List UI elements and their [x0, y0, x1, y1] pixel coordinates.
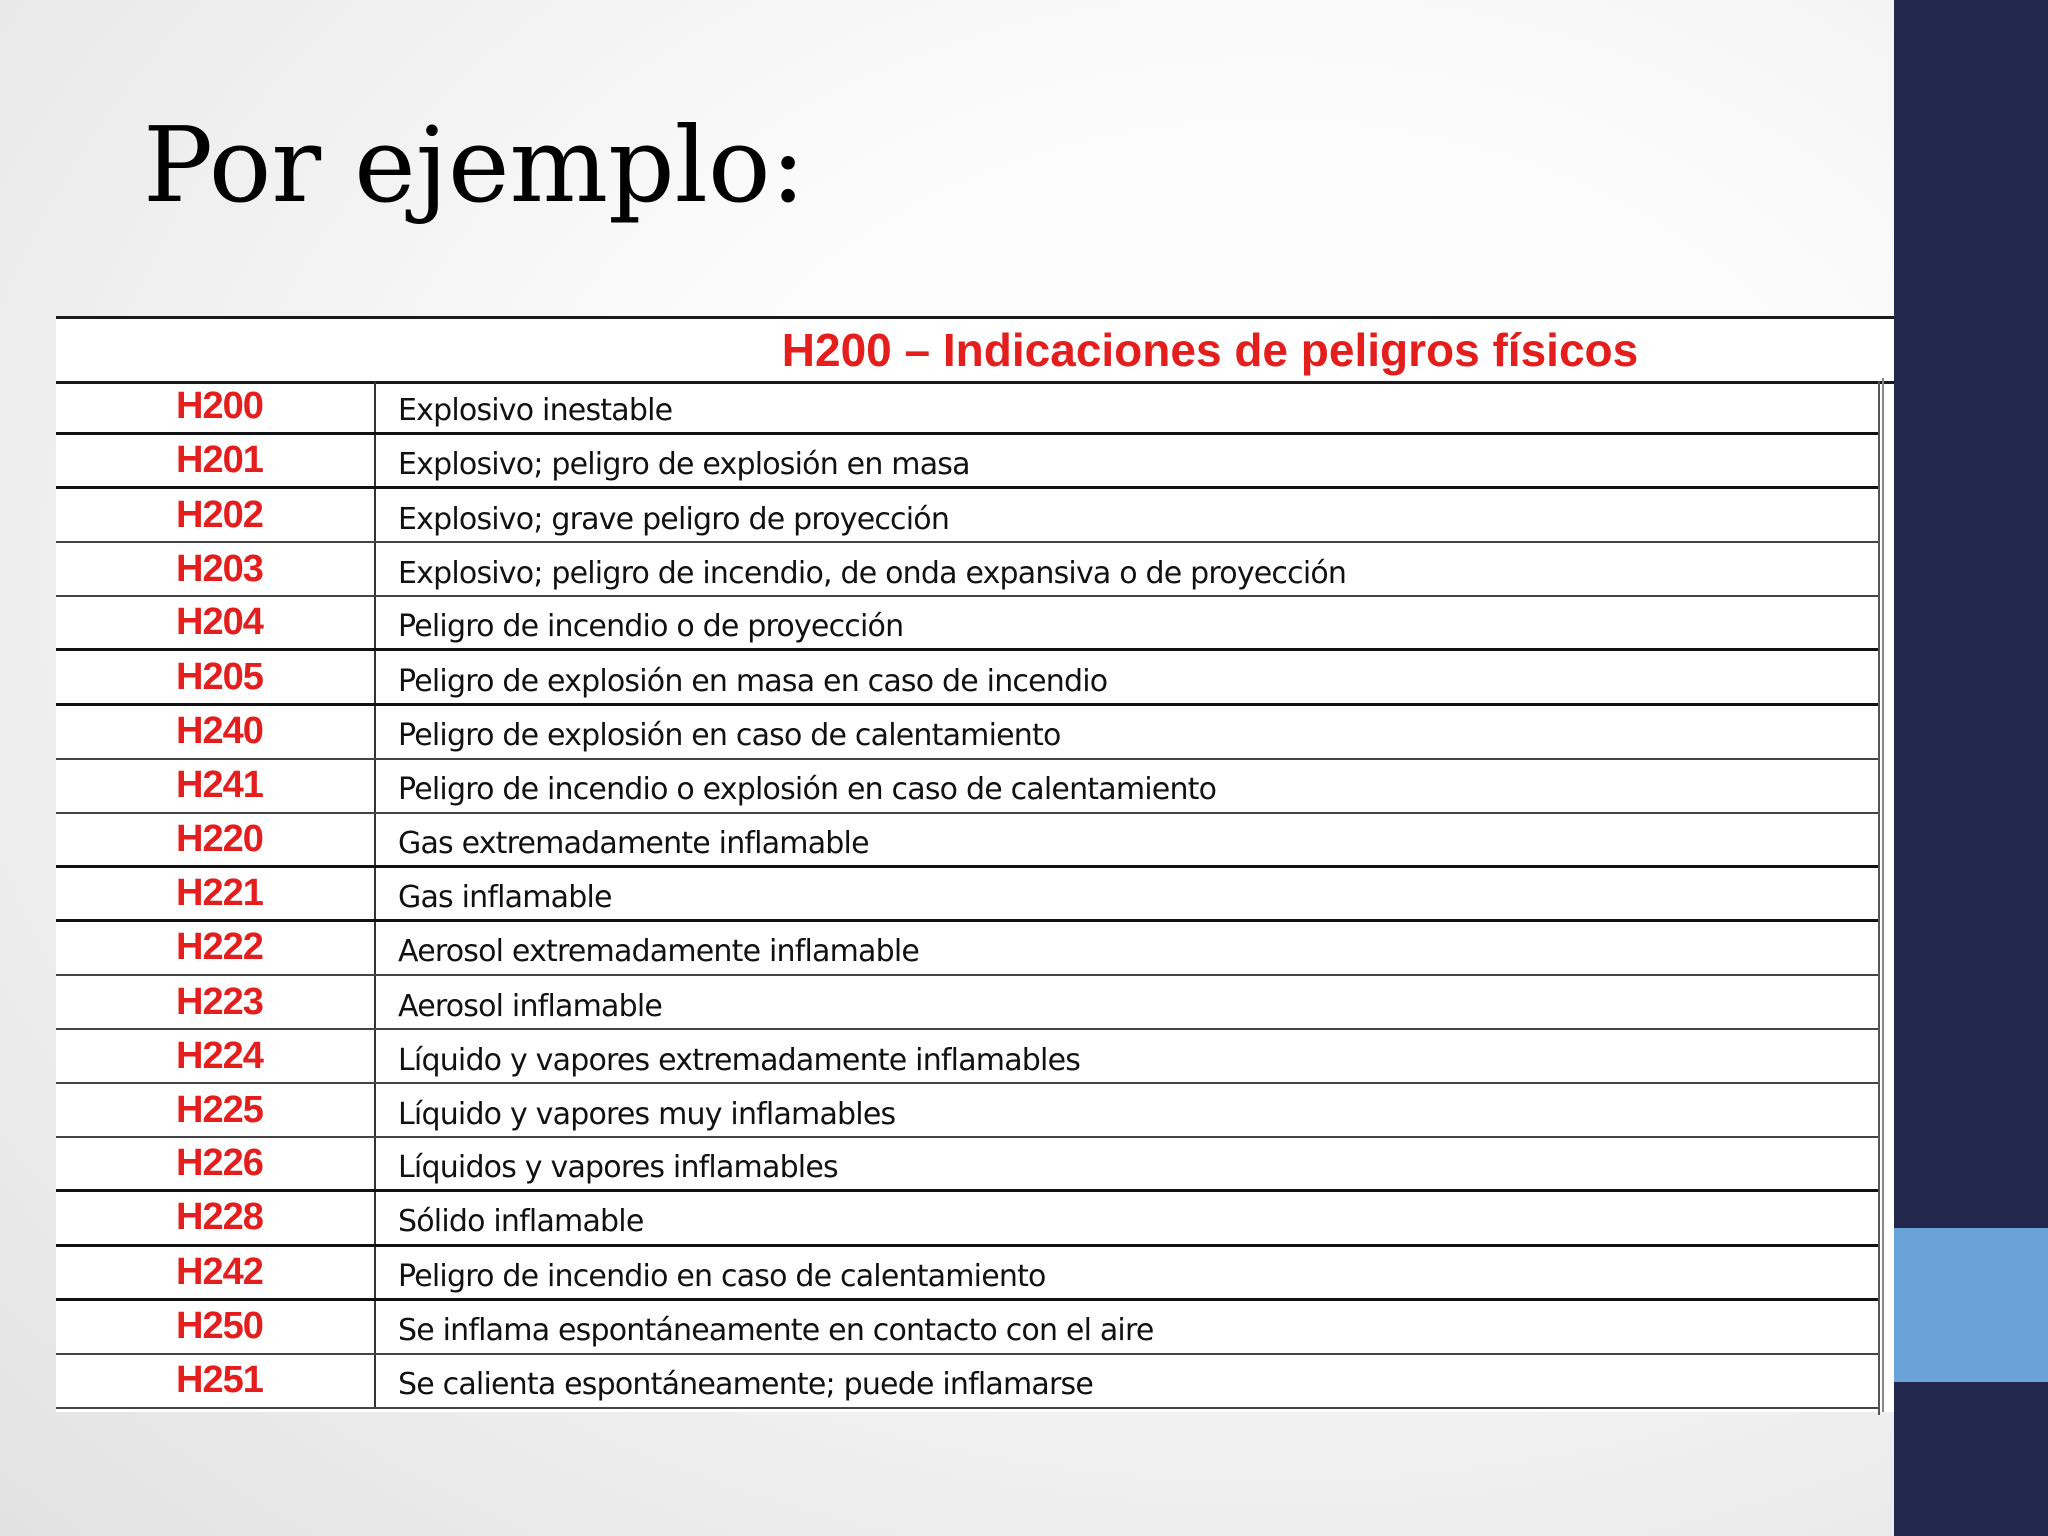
hazard-description: Peligro de incendio o explosión en caso de calentamiento	[398, 772, 1217, 808]
accent-block	[1894, 1228, 2048, 1382]
hazard-description: Explosivo; peligro de explosión en masa	[398, 447, 970, 483]
table-row	[56, 1138, 1878, 1192]
hazard-description: Líquidos y vapores inflamables	[398, 1150, 838, 1186]
hazard-code: H250	[56, 1301, 376, 1353]
hazard-description: Líquido y vapores extremadamente inflamables	[398, 1042, 1081, 1078]
hazard-description: Aerosol inflamable	[398, 988, 663, 1024]
hazard-code: H200	[56, 381, 376, 432]
hazard-code: H201	[56, 435, 376, 486]
table-row	[56, 1247, 1878, 1301]
hazard-code: H222	[56, 922, 376, 974]
hazard-code: H220	[56, 814, 376, 865]
hazard-description: Peligro de incendio en caso de calentamiento	[398, 1258, 1046, 1294]
table-row	[56, 1301, 1878, 1355]
table-row	[56, 706, 1878, 760]
hazard-code: H204	[56, 597, 376, 648]
hazard-description: Sólido inflamable	[398, 1204, 644, 1240]
hazard-code: H228	[56, 1192, 376, 1243]
table-row	[56, 976, 1878, 1030]
hazard-description: Gas extremadamente inflamable	[398, 825, 869, 861]
table-row	[56, 814, 1878, 868]
table-row	[56, 868, 1878, 922]
table-heading: H200 – Indicaciones de peligros físicos	[56, 319, 1894, 384]
hazard-description: Explosivo; grave peligro de proyección	[398, 501, 950, 537]
hazard-description: Explosivo; peligro de incendio, de onda expansiva o de proyección	[398, 555, 1347, 591]
table-edge-line	[1882, 378, 1884, 1412]
table-row	[56, 1030, 1878, 1084]
hazard-description: Explosivo inestable	[398, 393, 673, 429]
hazard-code: H221	[56, 868, 376, 919]
hazard-description: Se inflama espontáneamente en contacto con el aire	[398, 1313, 1154, 1349]
table-row	[56, 1192, 1878, 1246]
table-row	[56, 1355, 1878, 1409]
table-row	[56, 543, 1878, 597]
hazard-code: H224	[56, 1030, 376, 1082]
table-row	[56, 435, 1878, 489]
table-row	[56, 760, 1878, 814]
hazard-description: Peligro de incendio o de proyección	[398, 609, 904, 645]
hazard-code: H225	[56, 1084, 376, 1136]
hazard-code: H242	[56, 1247, 376, 1298]
hazard-code: H240	[56, 706, 376, 758]
hazard-code: H205	[56, 651, 376, 702]
table-body	[56, 381, 1880, 1415]
hazard-table	[56, 316, 1894, 1412]
hazard-code: H203	[56, 543, 376, 595]
table-row	[56, 597, 1878, 651]
hazard-code: H251	[56, 1355, 376, 1407]
hazard-description: Aerosol extremadamente inflamable	[398, 934, 920, 970]
table-row	[56, 651, 1878, 705]
hazard-code: H223	[56, 976, 376, 1028]
hazard-description: Líquido y vapores muy inflamables	[398, 1096, 896, 1132]
hazard-description: Se calienta espontáneamente; puede inflamarse	[398, 1367, 1094, 1403]
table-row	[56, 489, 1878, 543]
table-row	[56, 381, 1878, 435]
table-row	[56, 922, 1878, 976]
hazard-description: Peligro de explosión en caso de calentamiento	[398, 718, 1061, 754]
slide-title: Por ejemplo:	[143, 104, 806, 226]
table-row	[56, 1084, 1878, 1138]
hazard-code: H226	[56, 1138, 376, 1189]
hazard-description: Peligro de explosión en masa en caso de incendio	[398, 663, 1108, 699]
hazard-code: H202	[56, 489, 376, 541]
hazard-description: Gas inflamable	[398, 879, 612, 915]
hazard-code: H241	[56, 760, 376, 812]
